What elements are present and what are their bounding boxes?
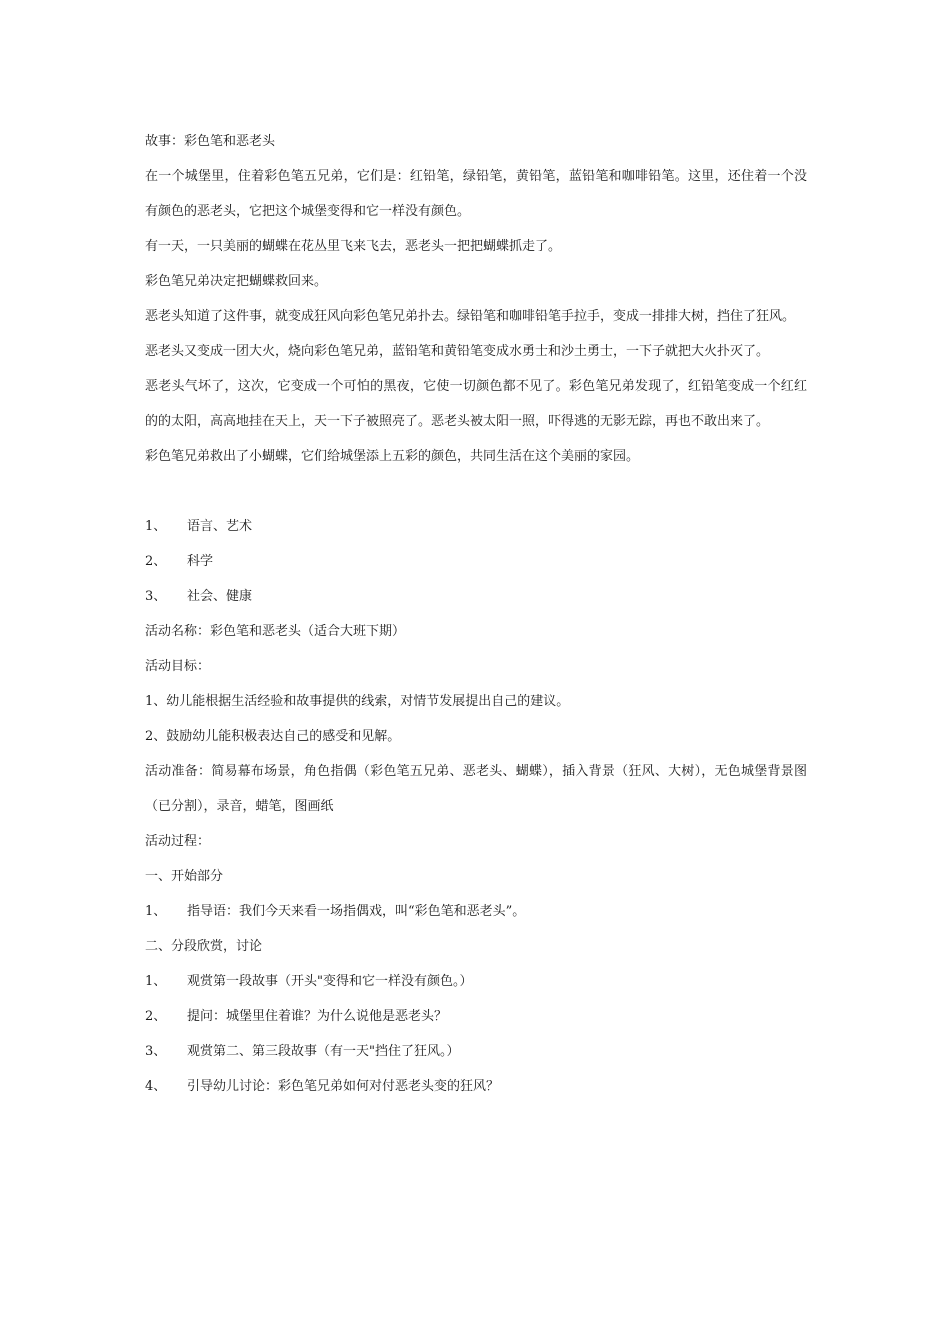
list-number: 1、: [145, 974, 167, 989]
list-text: 观赏第二、第三段故事（有一天"挡住了狂风。）: [187, 1044, 460, 1059]
part2-label: 二、分段欣赏，讨论: [145, 939, 263, 954]
activity-goal-1: 1、幼儿能根据生活经验和故事提供的线索，对情节发展提出自己的建议。: [145, 694, 570, 709]
domain-item: [145, 579, 807, 614]
list-number: 1、: [145, 904, 167, 919]
part1-item: [145, 894, 807, 929]
part2-item: [145, 1034, 807, 1069]
story-title: 故事：彩色笔和恶老头: [145, 134, 276, 149]
story-paragraph-1: 在一个城堡里，住着彩色笔五兄弟，它们是：红铅笔，绿铅笔，黄铅笔，蓝铅笔和咖啡铅笔。这里，还住着一个没有颜色的恶老头，它把这个城堡变得和它一样没有颜色。: [145, 169, 807, 219]
part1-label: 一、开始部分: [145, 869, 224, 884]
activity-process-label: 活动过程：: [145, 834, 211, 849]
list-text: 社会、健康: [187, 589, 253, 604]
part2-item: [145, 964, 807, 999]
list-text: 引导幼儿讨论：彩色笔兄弟如何对付恶老头变的狂风？: [187, 1079, 500, 1094]
activity-prep: 活动准备：简易幕布场景，角色指偶（彩色笔五兄弟、恶老头、蝴蝶），插入背景（狂风、大树），无色城堡背景图（已分割），录音，蜡笔，图画纸: [145, 764, 807, 814]
story-paragraph-7: 彩色笔兄弟救出了小蝴蝶，它们给城堡添上五彩的颜色，共同生活在这个美丽的家园。: [145, 449, 640, 464]
list-number: 1、: [145, 519, 167, 534]
story-paragraph-2: 有一天，一只美丽的蝴蝶在花丛里飞来飞去，恶老头一把把蝴蝶抓走了。: [145, 239, 562, 254]
list-number: 3、: [145, 589, 167, 604]
activity-goal-2: 2、鼓励幼儿能积极表达自己的感受和见解。: [145, 729, 401, 744]
story-paragraph-5: 恶老头又变成一团大火，烧向彩色笔兄弟，蓝铅笔和黄铅笔变成水勇士和沙土勇士，一下子就把大火扑灭了。: [145, 344, 770, 359]
document-page: [145, 124, 807, 1104]
part2-item: [145, 999, 807, 1034]
activity-goals-label: 活动目标：: [145, 659, 211, 674]
story-paragraph-3: 彩色笔兄弟决定把蝴蝶救回来。: [145, 274, 328, 289]
list-text: 科学: [187, 554, 214, 569]
part2-item: [145, 1069, 807, 1104]
list-number: 2、: [145, 554, 167, 569]
list-number: 4、: [145, 1079, 167, 1094]
story-paragraph-6: 恶老头气坏了，这次，它变成一个可怕的黑夜，它使一切颜色都不见了。彩色笔兄弟发现了，红铅笔变成一个红红的的太阳，高高地挂在天上，天一下子被照亮了。恶老头被太阳一照，吓得逃的无影无踪，再也不敢出来了。: [145, 379, 807, 429]
list-text: 观赏第一段故事（开头"变得和它一样没有颜色。）: [187, 974, 473, 989]
list-text: 指导语：我们今天来看一场指偶戏，叫“彩色笔和恶老头”。: [187, 904, 526, 919]
domain-item: [145, 509, 807, 544]
list-number: 2、: [145, 1009, 167, 1024]
activity-name: 活动名称：彩色笔和恶老头（适合大班下期）: [145, 624, 406, 639]
list-text: 语言、艺术: [187, 519, 253, 534]
list-text: 提问：城堡里住着谁？为什么说他是恶老头？: [187, 1009, 448, 1024]
list-number: 3、: [145, 1044, 167, 1059]
blank-line: [145, 474, 807, 509]
domain-item: [145, 544, 807, 579]
story-paragraph-4: 恶老头知道了这件事，就变成狂风向彩色笔兄弟扑去。绿铅笔和咖啡铅笔手拉手，变成一排排大树，挡住了狂风。: [145, 309, 796, 324]
